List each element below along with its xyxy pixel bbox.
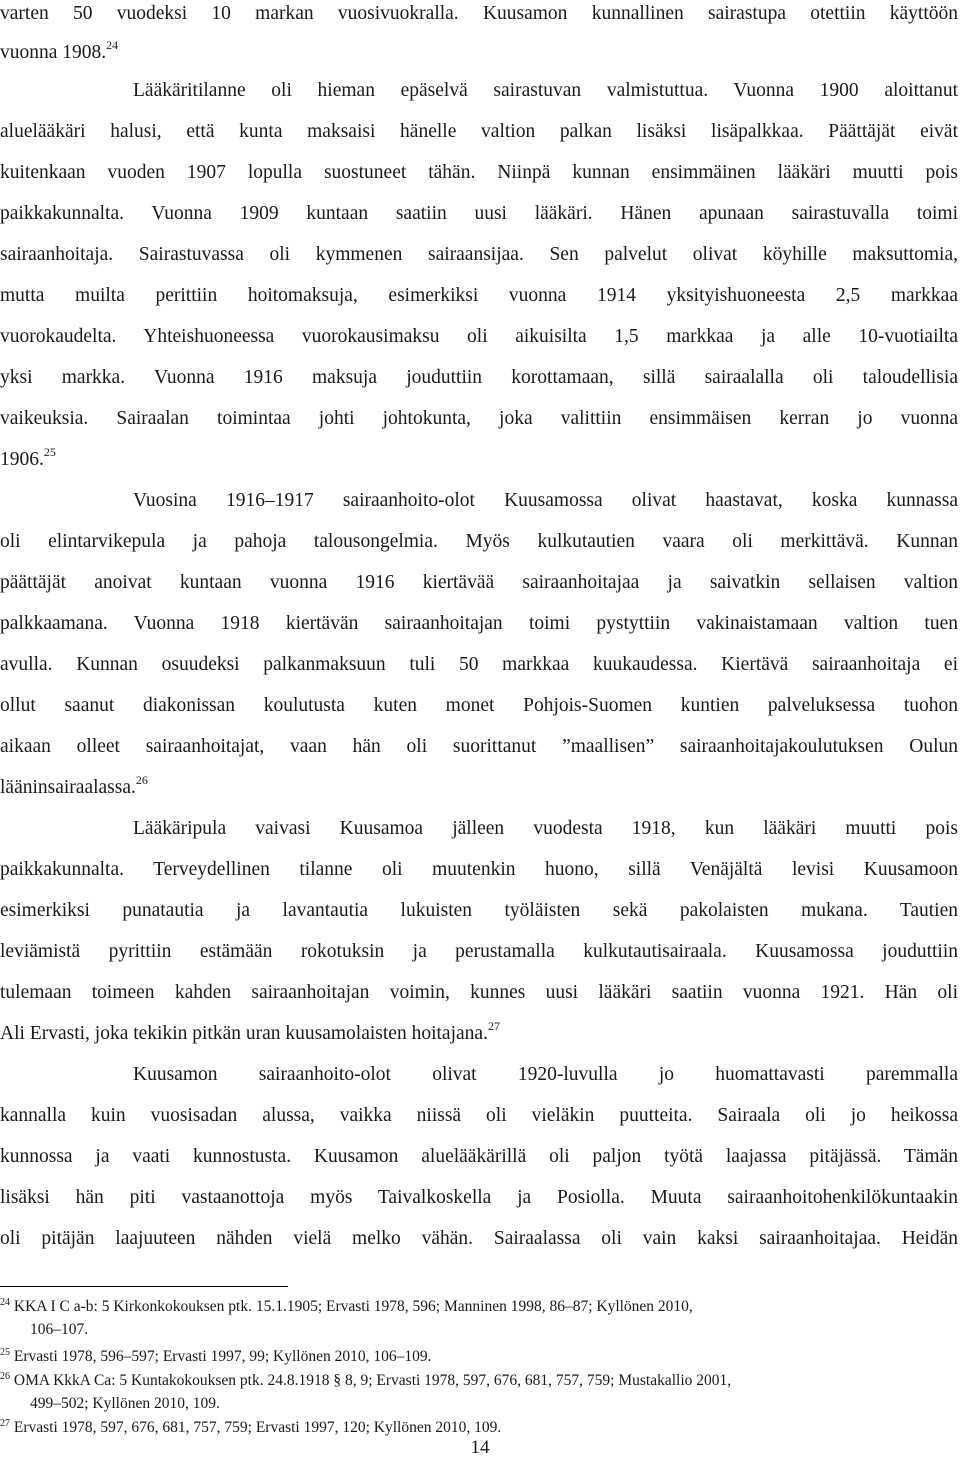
body-line: leviämistä pyrittiin estämään rokotuksin ja perustamalla kulkutautisairaala. Kuusamossa jouduttiin <box>0 941 958 962</box>
body-line: palkkaamana. Vuonna 1918 kiertävän sairaanhoitajan toimi pystyttiin vakinaistamaan valtion tuen <box>0 613 958 634</box>
footnote-27: $^{27}$ Ervasti 1978, 597, 676, 681, 757, 759; Ervasti 1997, 120; Kyllönen 2010, 109. <box>0 1418 502 1436</box>
body-line: oli pitäjän laajuuteen nähden vielä melko vähän. Sairaalassa oli vain kaksi sairaanhoitajaa. Heidän <box>0 1228 958 1249</box>
footnote-24: $^{24}$ KKA I C a-b: 5 Kirkonkokouksen ptk. 15.1.1905; Ervasti 1978, 596; Manninen 1998, 86–87; Kyllönen 2010, <box>0 1297 693 1315</box>
body-line: aluelääkäri halusi, että kunta maksaisi hänelle valtion palkan lisäksi lisäpalkkaa. Päättäjät eivät <box>0 121 958 142</box>
body-line: Ali Ervasti, joka tekikin pitkän uran kuusamolaisten hoitajana.$^{27}$ <box>0 1019 500 1044</box>
body-line: aikaan olleet sairaanhoitajat, vaan hän oli suorittanut ”maallisen” sairaanhoitajakoulutuksen Oulun <box>0 736 958 757</box>
body-line: lääninsairaalassa.$^{26}$ <box>0 773 148 798</box>
body-line: paikkakunnalta. Terveydellinen tilanne oli muutenkin huono, sillä Venäjältä levisi Kuusamoon <box>0 859 958 880</box>
body-line: sairaanhoitaja. Sairastuvassa oli kymmenen sairaansijaa. Sen palvelut olivat köyhille maksuttomia, <box>0 244 958 265</box>
footnote-ref: 26 <box>135 773 148 787</box>
paragraph-first-line: Vuosina 1916–1917 sairaanhoito-olot Kuusamossa olivat haastavat, koska kunnassa <box>133 490 958 511</box>
body-line: kuitenkaan vuoden 1907 lopulla suostuneet tähän. Niinpä kunnan ensimmäinen lääkäri muutti pois <box>0 162 958 183</box>
body-line: yksi markka. Vuonna 1916 maksuja jouduttiin korottamaan, sillä sairaalalla oli taloudellisia <box>0 367 958 388</box>
body-line: mutta muilta perittiin hoitomaksuja, esimerkiksi vuonna 1914 yksityishuoneesta 2,5 markkaa <box>0 285 958 306</box>
body-line: vaikeuksia. Sairaalan toimintaa johti johtokunta, joka valittiin ensimmäisen kerran jo vuonna <box>0 408 958 429</box>
body-line: oli elintarvikepula ja pahoja talousongelmia. Myös kulkutautien vaara oli merkittävä. Kunnan <box>0 531 958 552</box>
footnote-26: $^{26}$ OMA KkkA Ca: 5 Kuntakokouksen ptk. 24.8.1918 § 8, 9; Ervasti 1978, 597, 676, 681, 757, 759; Mustakallio 2001, <box>0 1371 732 1389</box>
body-line: päättäjät anoivat kuntaan vuonna 1916 kiertävää sairaanhoitajaa ja saivatkin sellaisen valtion <box>0 572 958 593</box>
body-line: vuonna 1908.24 <box>0 38 119 63</box>
footnote-ref: 24 <box>106 38 119 52</box>
body-line: kannalla kuin vuosisadan alussa, vaikka niissä oli vieläkin puutteita. Sairaala oli jo heikossa <box>0 1105 958 1126</box>
body-line: tulemaan toimeen kahden sairaanhoitajan voimin, kunnes uusi lääkäri saatiin vuonna 1921. Hän oli <box>0 982 958 1003</box>
body-line: avulla. Kunnan osuudeksi palkanmaksuun tuli 50 markkaa kuukaudessa. Kiertävä sairaanhoitaja ei <box>0 654 958 675</box>
footnote-24-continuation: 106–107. <box>30 1321 89 1338</box>
paragraph-first-line: Lääkäritilanne oli hieman epäselvä sairastuvan valmistuttua. Vuonna 1900 aloittanut <box>133 80 958 101</box>
body-line: esimerkiksi punatautia ja lavantautia lukuisten työläisten sekä pakolaisten mukana. Tautien <box>0 900 958 921</box>
footnote-separator <box>0 1286 288 1287</box>
body-line: kunnossa ja vaati kunnostusta. Kuusamon aluelääkärillä oli paljon työtä laajassa pitäjässä. Tämän <box>0 1146 958 1167</box>
footnote-ref: 25 <box>43 445 56 459</box>
page-number: 14 <box>470 1437 490 1458</box>
body-line: 1906.25 <box>0 445 56 470</box>
footnote-25: $^{25}$ Ervasti 1978, 596–597; Ervasti 1997, 99; Kyllönen 2010, 106–109. <box>0 1347 432 1365</box>
body-line: vuorokaudelta. Yhteishuoneessa vuorokausimaksu oli aikuisilta 1,5 markkaa ja alle 10-vuotiailta <box>0 326 958 347</box>
body-line: ollut saanut diakonissan koulutusta kuten monet Pohjois-Suomen kuntien palveluksessa tuohon <box>0 695 958 716</box>
footnote-26-continuation: 499–502; Kyllönen 2010, 109. <box>30 1395 220 1412</box>
paragraph-first-line: Kuusamon sairaanhoito-olot olivat 1920-luvulla jo huomattavasti paremmalla <box>133 1064 958 1085</box>
body-line: varten 50 vuodeksi 10 markan vuosivuokralla. Kuusamon kunnallinen sairastupa otettiin käyttöön <box>0 3 958 24</box>
footnote-ref: 27 <box>487 1019 500 1033</box>
body-line: paikkakunnalta. Vuonna 1909 kuntaan saatiin uusi lääkäri. Hänen apunaan sairastuvalla toimi <box>0 203 958 224</box>
paragraph-first-line: Lääkäripula vaivasi Kuusamoa jälleen vuodesta 1918, kun lääkäri muutti pois <box>133 818 958 839</box>
body-line: lisäksi hän piti vastaanottoja myös Taivalkoskella ja Posiolla. Muuta sairaanhoitohenkilökuntaakin <box>0 1187 958 1208</box>
